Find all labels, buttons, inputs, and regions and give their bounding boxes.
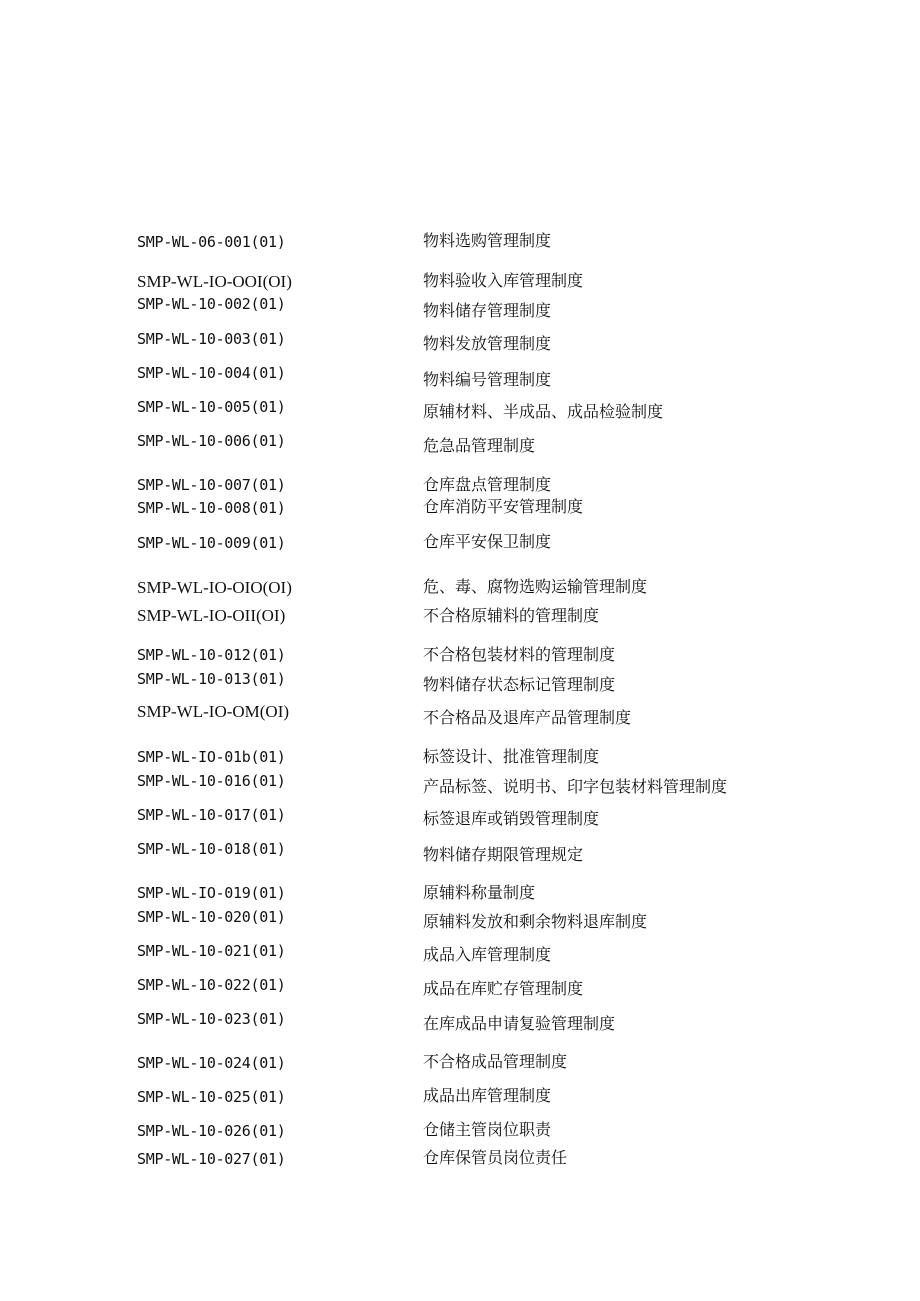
document-code: SMP-WL-10-008(01) xyxy=(137,499,286,517)
list-item xyxy=(0,1009,920,1033)
list-item xyxy=(0,475,920,499)
document-title: 成品在库贮存管理制度 xyxy=(423,979,584,998)
document-code: SMP-WL-IO-OOI(OI) xyxy=(137,272,292,291)
document-title: 不合格品及退库产品管理制度 xyxy=(423,708,632,727)
document-code: SMP-WL-10-022(01) xyxy=(137,976,286,994)
document-code: SMP-WL-06-001(01) xyxy=(137,233,286,251)
document-title: 标签设计、批准管理制度 xyxy=(423,747,600,766)
document-title: 成品出库管理制度 xyxy=(423,1086,552,1105)
list-item xyxy=(0,232,920,256)
document-code: SMP-WL-10-005(01) xyxy=(137,398,286,416)
document-code: SMP-WL-10-016(01) xyxy=(137,772,286,790)
document-title: 在库成品申请复验管理制度 xyxy=(423,1014,616,1033)
document-code: SMP-WL-10-027(01) xyxy=(137,1150,286,1168)
document-code: SMP-WL-IO-OM(OI) xyxy=(137,702,290,721)
document-code: SMP-WL-IO-OII(OI) xyxy=(137,606,286,625)
document-title: 标签退库或销毁管理制度 xyxy=(423,809,600,828)
document-title: 不合格成品管理制度 xyxy=(423,1052,568,1071)
document-code: SMP-WL-10-003(01) xyxy=(137,330,286,348)
list-item xyxy=(0,1053,920,1077)
document-code: SMP-WL-10-004(01) xyxy=(137,364,286,382)
document-code: SMP-WL-10-020(01) xyxy=(137,908,286,926)
list-item xyxy=(0,533,920,557)
list-item xyxy=(0,397,920,421)
list-item xyxy=(0,805,920,829)
list-item xyxy=(0,645,920,669)
document-code: SMP-WL-10-002(01) xyxy=(137,295,286,313)
list-item xyxy=(0,702,920,726)
document-code: SMP-WL-IO-01b(01) xyxy=(137,748,286,766)
document-title: 危、毒、腐物选购运输管理制度 xyxy=(423,577,648,596)
list-item xyxy=(0,941,920,965)
document-code: SMP-WL-10-009(01) xyxy=(137,534,286,552)
document-title: 成品入库管理制度 xyxy=(423,945,552,964)
list-item xyxy=(0,329,920,353)
document-title: 危急品管理制度 xyxy=(423,436,536,455)
list-item xyxy=(0,272,920,296)
document-code: SMP-WL-10-021(01) xyxy=(137,942,286,960)
list-item xyxy=(0,975,920,999)
document-title: 仓库平安保卫制度 xyxy=(423,532,552,551)
document-title: 物料选购管理制度 xyxy=(423,231,552,250)
document-title: 仓储主管岗位职责 xyxy=(423,1120,552,1139)
list-item xyxy=(0,1087,920,1111)
document-title: 物料验收入库管理制度 xyxy=(423,271,584,290)
document-title: 原辅料发放和剩余物料退库制度 xyxy=(423,912,648,931)
document-code: SMP-WL-10-024(01) xyxy=(137,1054,286,1072)
document-code: SMP-WL-IO-019(01) xyxy=(137,884,286,902)
list-item xyxy=(0,498,920,522)
list-item xyxy=(0,606,920,630)
document-title: 原辅料称量制度 xyxy=(423,883,536,902)
list-item xyxy=(0,363,920,387)
document-title: 物料储存状态标记管理制度 xyxy=(423,675,616,694)
list-item xyxy=(0,883,920,907)
list-item xyxy=(0,907,920,931)
document-title: 物料储存期限管理规定 xyxy=(423,845,584,864)
document-title: 物料储存管理制度 xyxy=(423,301,552,320)
list-item xyxy=(0,669,920,693)
list-item xyxy=(0,578,920,602)
document-title: 产品标签、说明书、印字包装材料管理制度 xyxy=(423,777,728,796)
document-code: SMP-WL-10-012(01) xyxy=(137,646,286,664)
document-title: 不合格包装材料的管理制度 xyxy=(423,645,616,664)
list-item xyxy=(0,839,920,863)
document-code: SMP-WL-IO-OIO(OI) xyxy=(137,578,292,597)
document-title: 物料发放管理制度 xyxy=(423,334,552,353)
list-item xyxy=(0,1121,920,1145)
list-item xyxy=(0,294,920,318)
document-code: SMP-WL-10-007(01) xyxy=(137,476,286,494)
document-title: 不合格原辅料的管理制度 xyxy=(423,606,600,625)
document-code: SMP-WL-10-018(01) xyxy=(137,840,286,858)
document-title: 原辅材料、半成品、成品检验制度 xyxy=(423,402,664,421)
document-code: SMP-WL-10-025(01) xyxy=(137,1088,286,1106)
document-code: SMP-WL-10-017(01) xyxy=(137,806,286,824)
document-code: SMP-WL-10-023(01) xyxy=(137,1010,286,1028)
document-title: 仓库保管员岗位责任 xyxy=(423,1148,568,1167)
document-title: 仓库盘点管理制度 xyxy=(423,475,552,494)
document-code: SMP-WL-10-006(01) xyxy=(137,432,286,450)
list-item xyxy=(0,431,920,455)
document-code: SMP-WL-10-013(01) xyxy=(137,670,286,688)
document-code: SMP-WL-10-026(01) xyxy=(137,1122,286,1140)
document-title: 物料编号管理制度 xyxy=(423,370,552,389)
document-title: 仓库消防平安管理制度 xyxy=(423,497,584,516)
list-item xyxy=(0,1149,920,1173)
list-item xyxy=(0,771,920,795)
list-item xyxy=(0,747,920,771)
